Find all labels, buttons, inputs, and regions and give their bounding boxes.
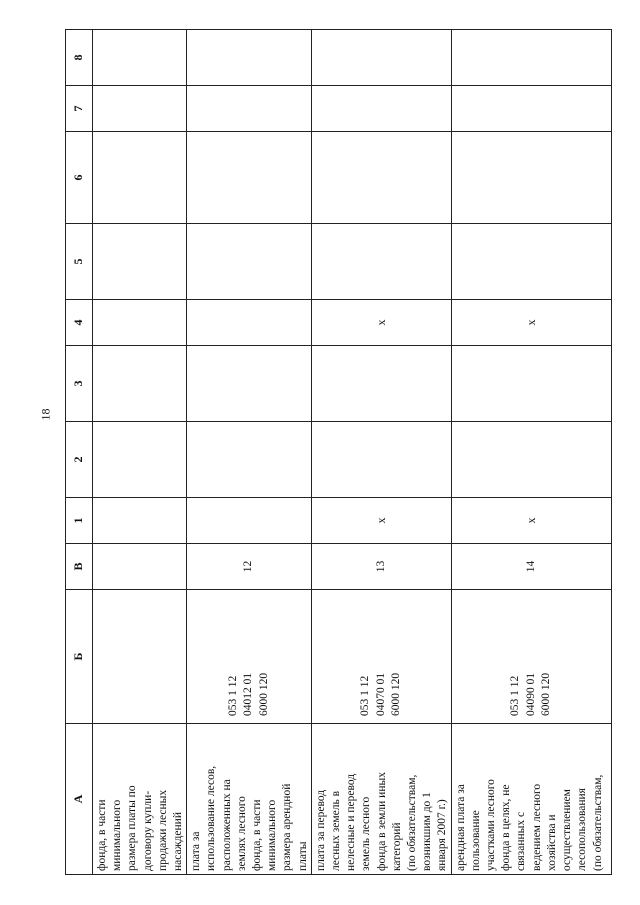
- cell-col-6: [451, 132, 611, 224]
- code-line: 04090 01: [524, 672, 537, 716]
- cell-col-6: [187, 132, 312, 224]
- cell-col-5: [311, 224, 451, 300]
- header-cell-8: 8: [66, 30, 93, 86]
- description-line: использование лесов,: [205, 765, 218, 871]
- description-line: лесных земель в: [330, 790, 343, 871]
- header-cell-7: 7: [66, 86, 93, 132]
- cell-col-2: [451, 422, 611, 498]
- header-cell-2: 2: [66, 422, 93, 498]
- description-line: минимального: [111, 799, 124, 871]
- description-line: хозяйства и: [545, 814, 558, 871]
- header-cell-6: 6: [66, 132, 93, 224]
- cell-col-3: [311, 346, 451, 422]
- cell-col-1: x: [311, 498, 451, 544]
- cell-col-1: x: [451, 498, 611, 544]
- cell-col-5: [451, 224, 611, 300]
- cell-col-7: [311, 86, 451, 132]
- cell-line-code: 14: [451, 544, 611, 590]
- code-line: 6000 120: [257, 672, 270, 716]
- cell-col-3: [451, 346, 611, 422]
- description-line: участками лесного: [485, 779, 498, 871]
- description-line: лесопользования: [576, 788, 589, 871]
- table-row: [451, 30, 611, 875]
- cell-col-8: [311, 30, 451, 86]
- cell-col-3: [187, 346, 312, 422]
- code-line: 053 1 12: [509, 675, 522, 716]
- code-line: 6000 120: [389, 672, 402, 716]
- description-line: насаждений: [172, 812, 185, 871]
- table-row: [311, 30, 451, 875]
- cell-col-8: [451, 30, 611, 86]
- description-line: фонда в целях, не: [500, 784, 513, 871]
- description-line: договору купли-: [141, 790, 154, 871]
- description-line: осуществлением: [561, 789, 574, 871]
- description-line: арендная плата за: [454, 784, 467, 871]
- cell-col-8: [93, 30, 187, 86]
- description-line: фонда в земли иных: [375, 772, 388, 871]
- cell-col-6: [93, 132, 187, 224]
- header-cell-v: В: [66, 544, 93, 590]
- cell-code: [451, 590, 611, 724]
- description-line: плата за: [190, 831, 203, 871]
- code-line: 6000 120: [539, 672, 552, 716]
- header-row: [66, 30, 93, 875]
- cell-description: [93, 724, 187, 875]
- cell-line-code: 12: [187, 544, 312, 590]
- cell-col-4: x: [311, 300, 451, 346]
- description-line: расположенных на: [220, 779, 233, 871]
- header-cell-1: 1: [66, 498, 93, 544]
- description-line: фонда, в части: [96, 799, 108, 871]
- cell-col-8: [187, 30, 312, 86]
- cell-description: [311, 724, 451, 875]
- description-line: фонда, в части: [251, 799, 264, 871]
- cell-col-2: [187, 422, 312, 498]
- cell-col-7: [93, 86, 187, 132]
- description-line: (по обязательствам,: [591, 774, 604, 871]
- cell-description: [451, 724, 611, 875]
- rotated-table-page: [65, 30, 604, 875]
- description-line: (по обязательствам,: [406, 774, 419, 871]
- cell-description: [187, 724, 312, 875]
- cell-col-5: [93, 224, 187, 300]
- description-line: минимального: [266, 799, 279, 871]
- cell-line-code: 13: [311, 544, 451, 590]
- description-line: января 2007 г.): [436, 799, 449, 871]
- table-row: [187, 30, 312, 875]
- header-cell-5: 5: [66, 224, 93, 300]
- description-line: размера платы по: [126, 785, 139, 871]
- description-line: землях лесного: [235, 796, 248, 871]
- description-line: плата за перевод: [314, 789, 327, 871]
- description-line: ведением лесного: [530, 783, 543, 871]
- revenue-table: [65, 29, 612, 875]
- description-line: земель лесного: [360, 796, 373, 871]
- cell-col-7: [451, 86, 611, 132]
- cell-col-2: [93, 422, 187, 498]
- cell-col-4: x: [451, 300, 611, 346]
- header-cell-3: 3: [66, 346, 93, 422]
- description-line: связанных с: [515, 811, 528, 871]
- cell-col-4: [93, 300, 187, 346]
- cell-col-4: [187, 300, 312, 346]
- cell-col-1: [93, 498, 187, 544]
- description-line: пользование: [469, 810, 482, 871]
- cell-code: [93, 590, 187, 724]
- description-line: платы: [296, 841, 309, 871]
- header-cell-4: 4: [66, 300, 93, 346]
- table-row: [93, 30, 187, 875]
- description-line: нелесные и перевод: [345, 773, 358, 871]
- description-line: размера арендной: [281, 783, 294, 871]
- description-line: возникшим до 1: [421, 792, 434, 871]
- cell-col-7: [187, 86, 312, 132]
- cell-col-2: [311, 422, 451, 498]
- description-line: категорий: [390, 822, 403, 871]
- cell-col-3: [93, 346, 187, 422]
- code-line: 04012 01: [242, 672, 255, 716]
- cell-line-code: [93, 544, 187, 590]
- code-line: 053 1 12: [227, 675, 240, 716]
- cell-col-6: [311, 132, 451, 224]
- cell-col-1: [187, 498, 312, 544]
- description-line: продажи лесных: [156, 789, 169, 871]
- cell-code: [187, 590, 312, 724]
- cell-col-5: [187, 224, 312, 300]
- code-line: 053 1 12: [359, 675, 372, 716]
- cell-code: [311, 590, 451, 724]
- header-cell-b: Б: [66, 590, 93, 724]
- header-cell-a: А: [66, 724, 93, 875]
- code-line: 04070 01: [374, 672, 387, 716]
- page-number: 18: [38, 408, 53, 421]
